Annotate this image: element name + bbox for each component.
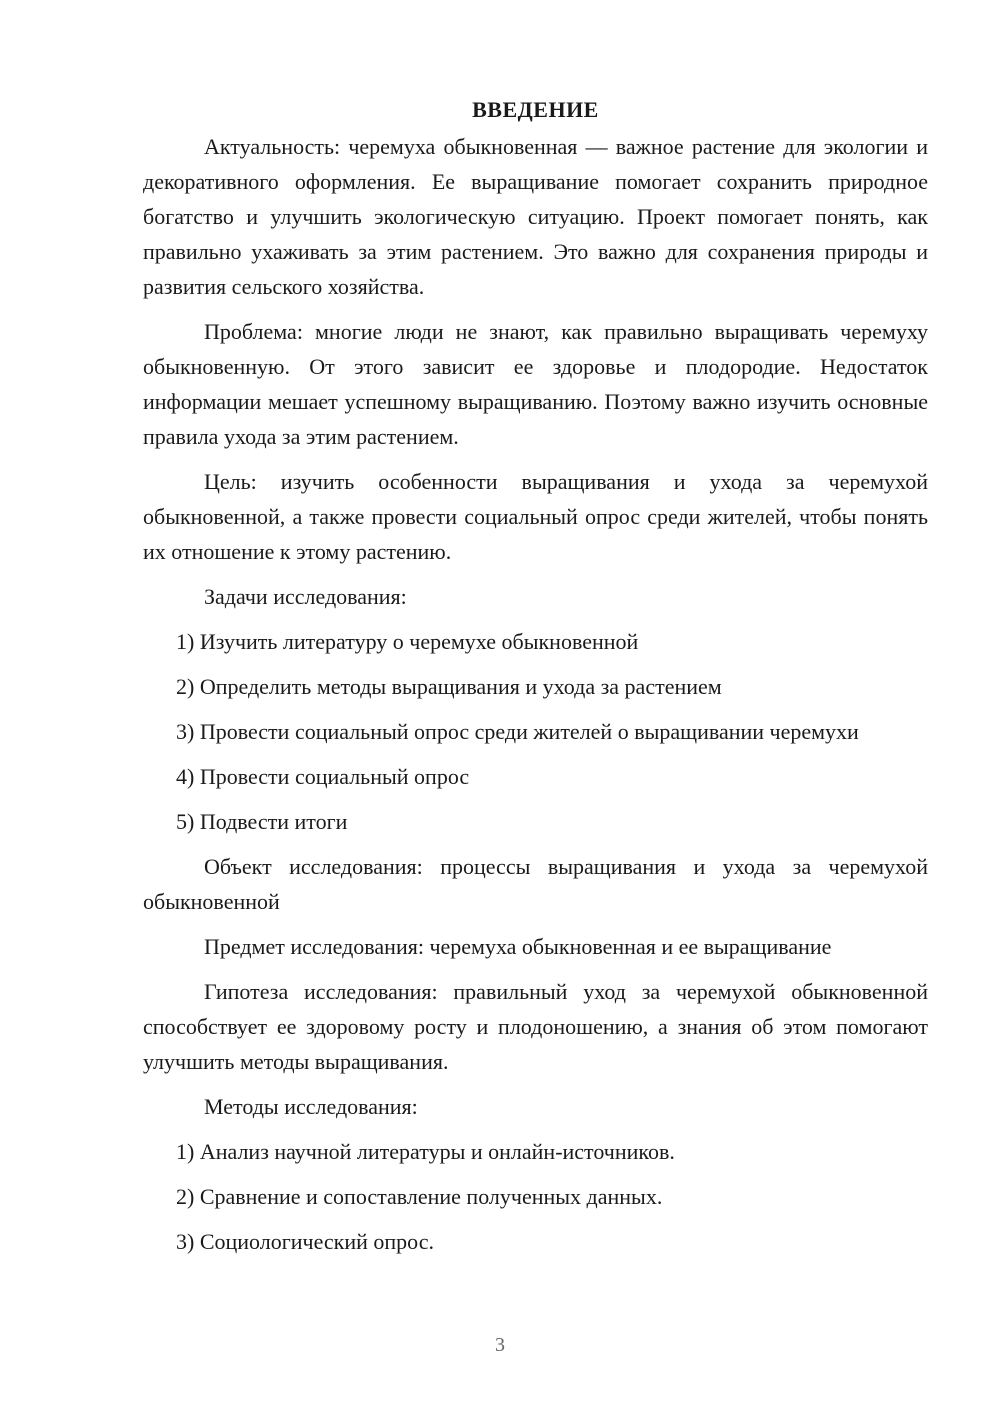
- hypothesis-paragraph: Гипотеза исследования: правильный уход за черемухой обыкновенной способствует ее здоровому росту и плодоношению, а знания об этом помогают улучшить методы выращивания.: [143, 979, 928, 1074]
- task-item: 3) Провести социальный опрос среди жителей о выращивании черемухи: [176, 719, 859, 744]
- page-number: 3: [495, 1334, 505, 1356]
- task-item: 1) Изучить литературу о черемухе обыкновенной: [176, 629, 639, 654]
- task-item: 2) Определить методы выращивания и ухода за растением: [176, 674, 722, 699]
- method-item: 1) Анализ научной литературы и онлайн-источников.: [176, 1139, 675, 1164]
- methods-heading: Методы исследования:: [204, 1094, 418, 1119]
- goal-paragraph: Цель: изучить особенности выращивания и ухода за черемухой обыкновенной, а также провести социальный опрос среди жителей, чтобы понять их отношение к этому растению.: [143, 469, 928, 564]
- tasks-heading: Задачи исследования:: [204, 584, 407, 609]
- subject-paragraph: Предмет исследования: черемуха обыкновенная и ее выращивание: [204, 934, 832, 959]
- problem-paragraph: Проблема: многие люди не знают, как правильно выращивать черемуху обыкновенную. От этого зависит ее здоровье и плодородие. Недостаток информации мешает успешному выращиванию. Поэтому важно изучить основные правила ухода за этим растением.: [143, 319, 928, 449]
- task-item: 5) Подвести итоги: [176, 809, 348, 834]
- method-item: 2) Сравнение и сопоставление полученных данных.: [176, 1184, 663, 1209]
- relevance-paragraph: Актуальность: черемуха обыкновенная — важное растение для экологии и декоративного оформления. Ее выращивание помогает сохранить природное богатство и улучшить экологическую ситуацию. Проект помогает понять, как правильно ухаживать за этим растением. Это важно для сохранения природы и развития сельского хозяйства.: [143, 134, 928, 299]
- method-item: 3) Социологический опрос.: [176, 1229, 434, 1254]
- object-paragraph: Объект исследования: процессы выращивания и ухода за черемухой обыкновенной: [143, 854, 928, 914]
- document-body: [143, 95, 928, 1269]
- task-item: 4) Провести социальный опрос: [176, 764, 470, 789]
- section-title: ВВЕДЕНИЕ: [472, 97, 599, 122]
